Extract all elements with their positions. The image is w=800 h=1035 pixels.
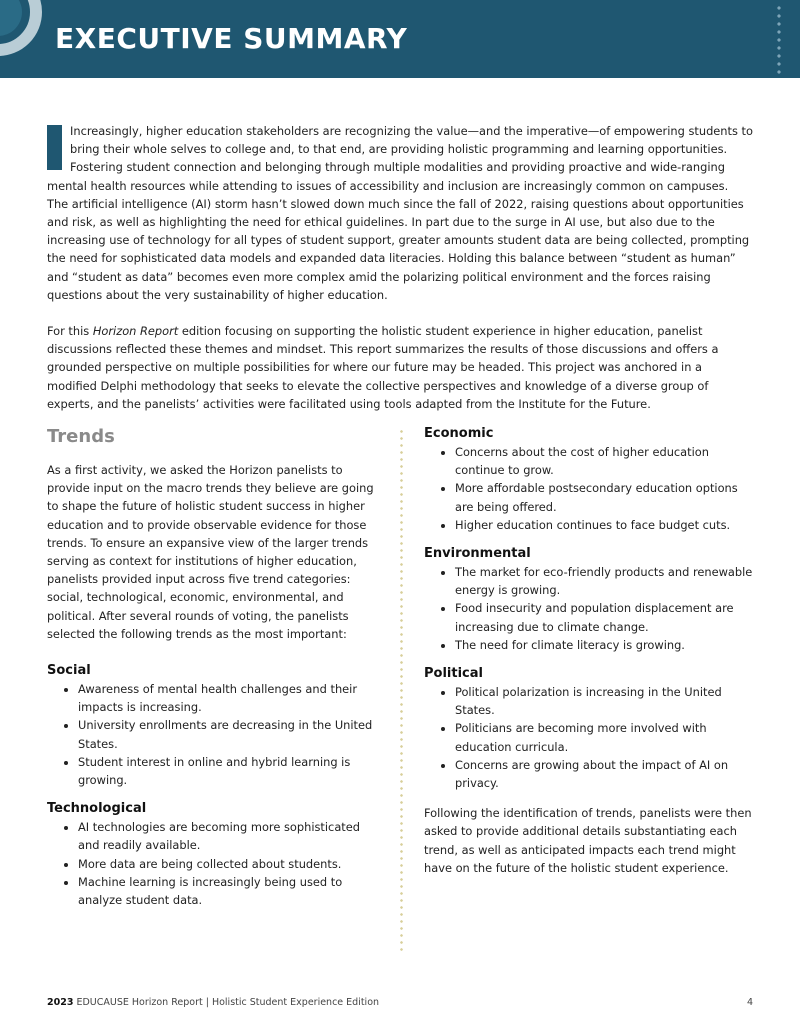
list-item: • Politicians are becoming more involved with education curricula. <box>455 719 759 755</box>
footer-title: EDUCAUSE Horizon Report | Holistic Student Experience Edition <box>73 997 380 1008</box>
economic-list <box>424 443 759 534</box>
list-item: • The need for climate literacy is growing. <box>455 636 759 654</box>
list-item: • Student interest in online and hybrid learning is growing. <box>78 753 382 789</box>
technological-heading: Technological <box>47 801 147 817</box>
technological-list <box>47 818 382 909</box>
social-heading: Social <box>47 663 91 679</box>
trends-heading: Trends <box>47 426 115 447</box>
right-column <box>424 426 759 877</box>
political-heading: Political <box>424 666 483 682</box>
trends-intro: As a first activity, we asked the Horizon panelists to provide input on the macro trends they believe are going to shape the future of holistic student success in higher education and to provide observable evidence for those trends. To ensure an expansive view of the larger trends serving as context for institutions of higher education, panelists provided input across five trend categories: social, technological, economic, environmental, and political. After several rounds of voting, the panelists selected the following trends as the most important: <box>47 463 374 641</box>
intro-paragraph-1 <box>47 122 753 304</box>
list-item: • Higher education continues to face budget cuts. <box>455 516 759 534</box>
intro-p2-italic: Horizon Report <box>92 324 179 339</box>
list-item: • The market for eco-friendly products and renewable energy is growing. <box>455 563 759 599</box>
intro-paragraph-1-text: Increasingly, higher education stakeholders are recognizing the value—and the imperative—of empowering students to bring their whole selves to college and, to that end, are providing holistic programming and learning opportunities. Fostering student connection and belonging through multiple modalities and providing proactive and wide-ranging mental health resources while attending to issues of accessibility and inclusion are increasingly common on campuses. The artificial intelligence (AI) storm hasn’t slowed down much since the fall of 2022, raising questions about opportunities and risk, as well as highlighting the need for ethical guidelines. In part due to the surge in AI use, but also due to the increasing use of technology for all types of student support, greater amounts student data are being collected, prompting the need for sophisticated data models and expanded data literacies. Holding this balance between “student as human” and “student as data” becomes even more complex amid the polarizing political environment and the forces raising questions about the very sustainability of higher education. <box>47 124 753 302</box>
column-divider <box>400 428 403 953</box>
dropcap-block <box>47 125 62 170</box>
intro-section <box>47 122 753 431</box>
list-item: • AI technologies are becoming more sophisticated and readily available. <box>78 818 382 854</box>
intro-paragraph-2 <box>47 322 753 413</box>
list-item: • More data are being collected about students. <box>78 855 382 873</box>
intro-p2-start: For this <box>47 324 93 339</box>
environmental-list <box>424 563 759 654</box>
left-column <box>47 426 382 921</box>
economic-heading: Economic <box>424 426 494 441</box>
list-item: • Food insecurity and population displacement are increasing due to climate change. <box>455 599 759 635</box>
list-item: • Concerns about the cost of higher education continue to grow. <box>455 443 759 479</box>
ring-decoration <box>0 0 42 56</box>
list-item: • More affordable postsecondary education options are being offered. <box>455 479 759 515</box>
trends-closing: Following the identification of trends, panelists were then asked to provide additional details substantiating each trend, as well as anticipated impacts each trend might have on the future of the holistic student experience. <box>424 806 752 875</box>
social-list <box>47 680 382 789</box>
list-item: • University enrollments are decreasing in the United States. <box>78 716 382 752</box>
political-list <box>424 683 759 792</box>
page-number: 4 <box>746 997 753 1008</box>
footer-year: 2023 <box>47 997 74 1008</box>
list-item: • Concerns are growing about the impact of AI on privacy. <box>455 756 759 792</box>
header-banner <box>0 0 800 78</box>
page-title: EXECUTIVE SUMMARY <box>55 22 408 55</box>
page-footer <box>47 997 753 1008</box>
list-item: • Political polarization is increasing in the United States. <box>455 683 759 719</box>
list-item: • Machine learning is increasingly being used to analyze student data. <box>78 873 382 909</box>
list-item: • Awareness of mental health challenges and their impacts is increasing. <box>78 680 382 716</box>
environmental-heading: Environmental <box>424 546 531 562</box>
dots-decoration <box>777 4 781 76</box>
intro-p2-end: edition focusing on supporting the holistic student experience in higher education, panelist discussions reflected these themes and mindset. This report summarizes the results of those discussions and offers a grounded perspective on multiple possibilities for where our future may be headed. This project was anchored in a modified Delphi methodology that seeks to elevate the collective perspectives and knowledge of a diverse group of experts, and the panelists’ activities were facilitated using tools adapted from the Institute for the Future. <box>47 324 719 411</box>
